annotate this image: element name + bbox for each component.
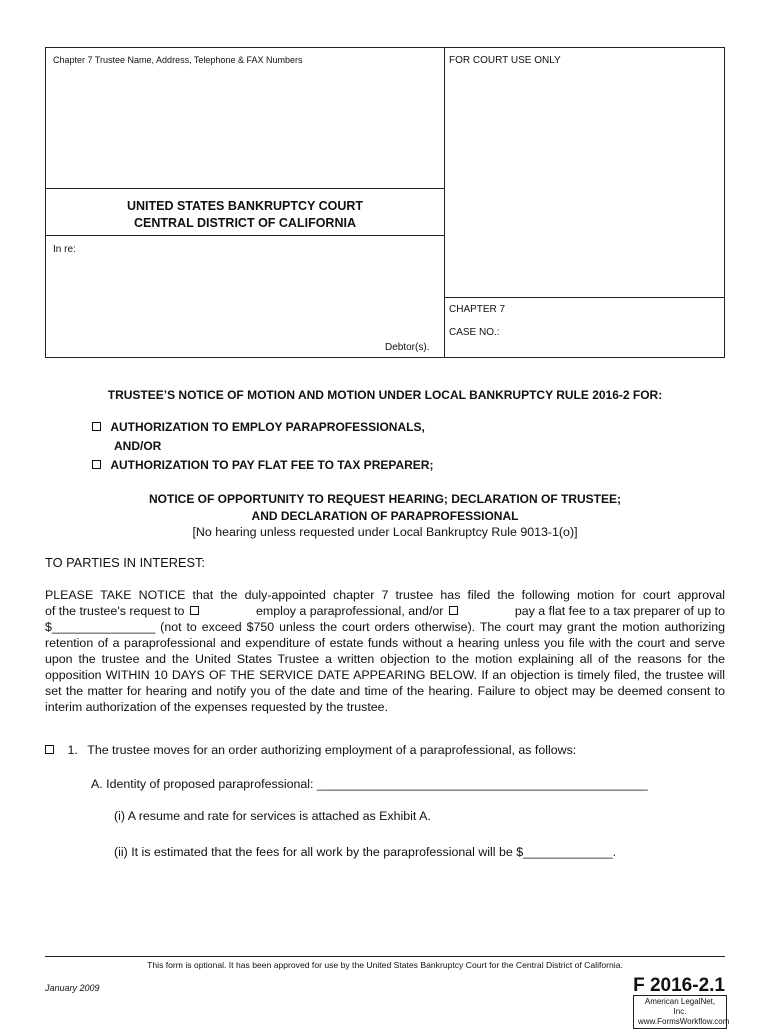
- in-re-label: In re:: [53, 244, 76, 255]
- notice-line2-part-c: pay a flat fee to a tax preparer of up to: [514, 604, 725, 618]
- case-number-label: CASE NO.:: [449, 327, 500, 338]
- and-or-label: AND/OR: [114, 439, 162, 453]
- motion-title: TRUSTEE’S NOTICE OF MOTION AND MOTION UNDER LOCAL BANKRUPTCY RULE 2016-2 FOR:: [107, 388, 663, 402]
- publisher-line1: American LegalNet, Inc.: [644, 997, 716, 1016]
- option-paraprofessionals-label: AUTHORIZATION TO EMPLOY PARAPROFESSIONALS,: [110, 420, 425, 434]
- notice-line2-part-a: of the trustee's request to: [45, 604, 185, 618]
- trustee-info-label: Chapter 7 Trustee Name, Address, Telephone & FAX Numbers: [53, 55, 303, 65]
- item-a: A. Identity of proposed paraprofessional: ________________________________________________: [91, 777, 648, 791]
- chapter-label: CHAPTER 7: [449, 304, 506, 315]
- form-number: F 2016-2.1: [633, 975, 725, 996]
- court-use-label: FOR COURT USE ONLY: [449, 55, 561, 66]
- form-date: January 2009: [45, 983, 100, 993]
- divider-court-top: [45, 188, 445, 189]
- option-paraprofessionals: [92, 420, 425, 434]
- court-use-box: [444, 47, 725, 298]
- no-hearing-note: [No hearing unless requested under Local Bankruptcy Rule 9013-1(o)]: [192, 525, 578, 539]
- checkbox-paraprofessionals[interactable]: [92, 422, 101, 431]
- publisher-line2: www.FormsWorkflow.com: [638, 1017, 730, 1026]
- checkbox-tax-preparer[interactable]: [92, 460, 101, 469]
- item-1: [45, 742, 725, 758]
- divider-court-bottom: [45, 235, 445, 236]
- notice-line2-part-b: employ a paraprofessional, and/or: [255, 604, 444, 618]
- item-1-text: The trustee moves for an order authorizing employment of a paraprofessional, as follows:: [87, 743, 577, 757]
- notice-line1: NOTICE OF OPPORTUNITY TO REQUEST HEARING; DECLARATION OF TRUSTEE;: [148, 492, 621, 506]
- debtor-label: Debtor(s).: [385, 342, 430, 353]
- checkbox-inline-flat-fee[interactable]: [449, 606, 458, 615]
- optional-form-note: This form is optional. It has been approved for use by the United States Bankruptcy Court for the Central District of California.: [147, 960, 623, 970]
- notice-paragraph-rest: $_______________ (not to exceed $750 unless the court orders otherwise). The court may grant the motion authorizing retention of a paraprofessional and expenditure of estate funds without a hearing unless you file with the court and serve upon the trustee and the United States Trustee a written objection to the motion explaining all of the reasons for the opposition WITHIN 10 DAYS OF THE SERVICE DATE APPEARING BELOW. If an objection is timely filed, the trustee will set the matter for hearing and notify you of the date and time of the hearing. Failure to object may be deemed consent to interim authorization of the expenses requested by the trustee.: [45, 620, 725, 714]
- option-tax-preparer: [92, 458, 433, 472]
- notice-paragraph: [45, 587, 725, 715]
- to-parties-heading: TO PARTIES IN INTEREST:: [45, 555, 205, 570]
- item-ii: (ii) It is estimated that the fees for all work by the paraprofessional will be $_____________.: [114, 845, 617, 859]
- court-name: [45, 198, 445, 232]
- option-tax-preparer-label: AUTHORIZATION TO PAY FLAT FEE TO TAX PREPARER;: [110, 458, 434, 472]
- court-name-line1: UNITED STATES BANKRUPTCY COURT: [126, 199, 364, 213]
- notice-paragraph-line2: [45, 603, 725, 619]
- notice-paragraph-line1: PLEASE TAKE NOTICE that the duly-appointed chapter 7 trustee has filed the following motion for court approval: [45, 588, 725, 602]
- checkbox-inline-employ[interactable]: [190, 606, 199, 615]
- court-name-line2: CENTRAL DISTRICT OF CALIFORNIA: [134, 216, 356, 230]
- notice-line2: AND DECLARATION OF PARAPROFESSIONAL: [251, 509, 519, 523]
- checkbox-item-1[interactable]: [45, 745, 54, 754]
- footer-divider: [45, 956, 725, 957]
- item-1-number: 1.: [67, 743, 78, 757]
- item-i: (i) A resume and rate for services is attached as Exhibit A.: [114, 809, 431, 823]
